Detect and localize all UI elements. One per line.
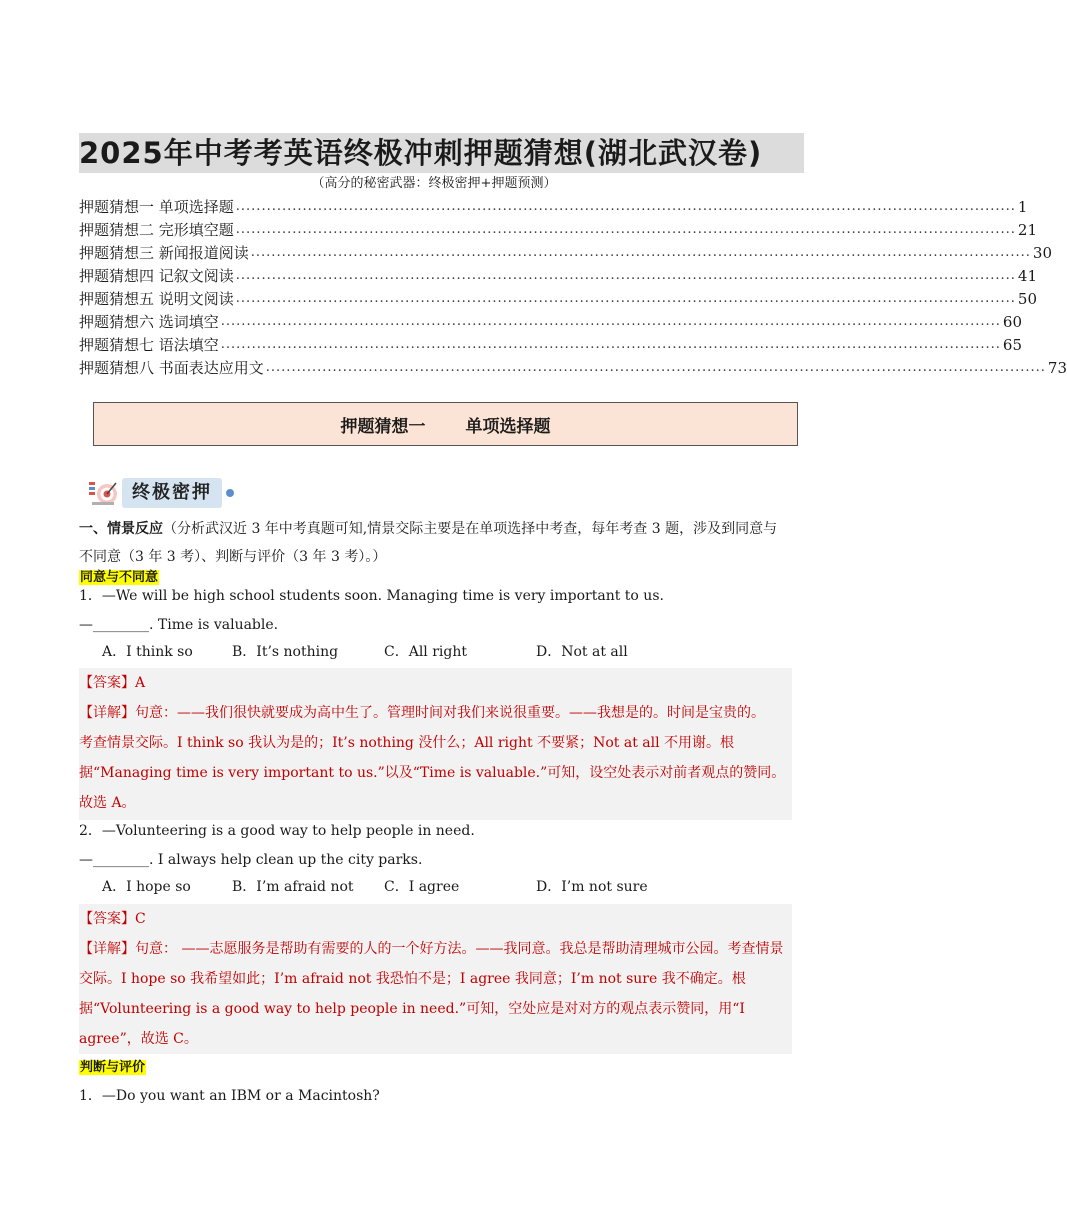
toc-page: 73 <box>1047 359 1067 377</box>
toc-label: 押题猜想七 语法填空 <box>79 336 219 354</box>
toc-entry[interactable] <box>79 309 1022 332</box>
toc-page: 1 <box>1017 198 1028 216</box>
decor-dot <box>226 489 234 497</box>
toc-label: 押题猜想三 新闻报道阅读 <box>79 244 249 262</box>
toc-entry[interactable] <box>79 263 1037 286</box>
secret-badge: 终极密押 <box>122 478 222 508</box>
category-label <box>79 566 159 588</box>
toc-page: 41 <box>1017 267 1037 285</box>
secret-banner <box>88 476 234 510</box>
answer: 【答案】A <box>79 675 146 691</box>
toc-leader: ........................................................................................................................................................ <box>235 268 1016 283</box>
answer-block <box>79 668 792 820</box>
answer: 【答案】C <box>79 911 146 927</box>
intro-text: （分析武汉近 3 年中考真题可知,情景交际主要是在单项选择中考查，每年考查 3 题，涉及到同意与不同意（3 年 3 考）、判断与评价（3 年 3 考）。） <box>79 521 778 565</box>
question-stem: 2．—Volunteering is a good way to help people in need. <box>79 823 475 839</box>
toc-entry[interactable] <box>79 332 1022 355</box>
intro-heading: 一、情景反应 <box>79 521 163 537</box>
toc-leader: ........................................................................................................................................................ <box>235 199 1016 214</box>
toc-label: 押题猜想一 单项选择题 <box>79 198 234 216</box>
option: C．I agree <box>384 879 460 895</box>
explanation: 考查情景交际。I think so 我认为是的；It’s nothing 没什么；All right 不要紧；Not at all 不用谢。根据“Managing time is very important to us.”以及“Time is valuable.”可知，设空处表示对前者观点的赞同。故选 A。 <box>79 735 786 811</box>
question-stem: 1．—We will be high school students soon. Managing time is very important to us. <box>79 588 664 604</box>
toc-label: 押题猜想八 书面表达应用文 <box>79 359 264 377</box>
option: D．I’m not sure <box>536 879 648 895</box>
toc-label: 押题猜想六 选词填空 <box>79 313 219 331</box>
option: C．All right <box>384 644 468 660</box>
toc-leader: ........................................................................................................................................................ <box>220 314 1001 329</box>
toc-leader: ........................................................................................................................................................ <box>250 245 1031 260</box>
toc-label: 押题猜想二 完形填空题 <box>79 221 234 239</box>
toc-leader: ........................................................................................................................................................ <box>235 291 1016 306</box>
toc-leader: ........................................................................................................................................................ <box>220 337 1001 352</box>
question-options <box>102 642 628 662</box>
option: B．I’m afraid not <box>232 879 354 895</box>
toc-entry[interactable] <box>79 217 1037 240</box>
category-judgement: 判断与评价 <box>80 1060 146 1075</box>
toc-page: 60 <box>1002 313 1022 331</box>
intro-paragraph <box>79 515 791 571</box>
question-reply: —________. I always help clean up the city parks. <box>79 852 423 868</box>
option: B．It’s nothing <box>232 644 339 660</box>
toc-page: 50 <box>1017 290 1037 308</box>
document-subtitle: （高分的秘密武器：终极密押+押题预测） <box>311 176 557 191</box>
toc-entry[interactable] <box>79 355 1067 378</box>
section-part: 押题猜想一 <box>340 416 426 437</box>
section-name: 单项选择题 <box>465 416 551 437</box>
question-stem: 1．—Do you want an IBM or a Macintosh? <box>79 1088 380 1104</box>
toc-entry[interactable] <box>79 286 1037 309</box>
toc-page: 21 <box>1017 221 1037 239</box>
toc-entry[interactable] <box>79 240 1052 263</box>
question-options <box>102 877 648 897</box>
toc-page: 65 <box>1002 336 1022 354</box>
question-reply: —________. Time is valuable. <box>79 617 279 633</box>
document-title: 2025年中考考英语终极冲刺押题猜想(湖北武汉卷) <box>79 133 804 173</box>
answer-block <box>79 904 792 1054</box>
option: A．I hope so <box>102 879 191 895</box>
option: D．Not at all <box>536 644 628 660</box>
toc-leader: ........................................................................................................................................................ <box>265 360 1046 375</box>
section-header <box>93 402 798 446</box>
category-agree-disagree: 同意与不同意 <box>80 570 159 585</box>
explanation: 【详解】句意：——我们很快就要成为高中生了。管理时间对我们来说很重要。——我想是的。时间是宝贵的。 <box>79 705 765 721</box>
option: A．I think so <box>102 644 193 660</box>
category-label <box>79 1056 146 1078</box>
explanation: 【详解】句意： ——志愿服务是帮助有需要的人的一个好方法。——我同意。我总是帮助清理城市公园。考查情景交际。I hope so 我希望如此；I’m afraid not 我恐怕不是；I agree 我同意；I’m not sure 我不确定。根据“Volunteering is a good way to help people in need.”可知，空处应是对对方的观点表示赞同，用“I agree”，故选 C。 <box>79 941 784 1047</box>
toc-label: 押题猜想四 记叙文阅读 <box>79 267 234 285</box>
toc-page: 30 <box>1032 244 1052 262</box>
table-of-contents <box>79 194 1067 378</box>
toc-label: 押题猜想五 说明文阅读 <box>79 290 234 308</box>
toc-leader: ........................................................................................................................................................ <box>235 222 1016 237</box>
target-icon <box>88 478 118 508</box>
toc-entry[interactable] <box>79 194 1028 217</box>
